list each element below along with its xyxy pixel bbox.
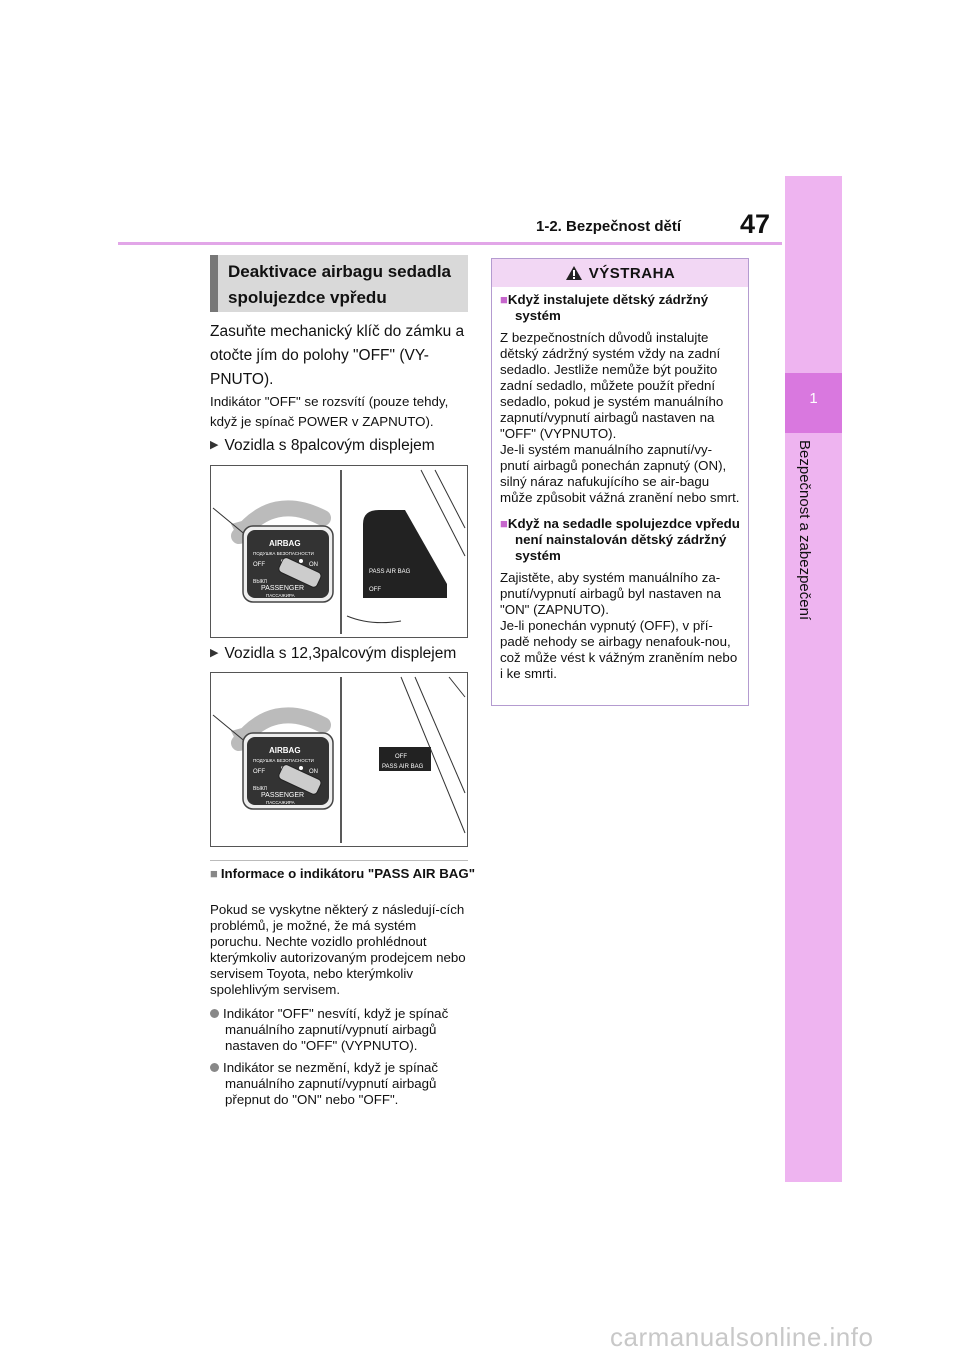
fig1-indicator: PASS AIR BAG (369, 569, 411, 575)
watermark: carmanualsonline.info (610, 1322, 874, 1352)
section-heading: Deaktivace airbagu sedadla spolujezdce vpředu (210, 255, 468, 312)
warning-para-1: Z bezpečnostních důvodů instalujte dětský zádržný systém vždy na zadní sedadlo. Jestliže nemůže být použito zadní sedadlo, můžete použít přední sedadlo, pokud je systém manuálního zapnutí/vypnutí airbagů nastaven na "OFF" (VYPNUTO). (500, 330, 724, 441)
warning-header (492, 259, 748, 287)
fig2-passenger-ru: ПАССАЖИРА (266, 800, 295, 805)
chapter-number: 1 (809, 390, 818, 407)
fig2-on: ON (309, 769, 318, 775)
fig1-airbag: AIRBAG (269, 539, 301, 548)
section-title: 1-2. Bezpečnost dětí (536, 218, 682, 235)
warning-para-2: Zajistěte, aby systém manuálního za-pnutí/vypnutí airbagů byl nastaven na "ON" (ZAPNUTO). (500, 570, 722, 617)
fig2-indicator: PASS AIR BAG (382, 764, 424, 770)
warning-heading-1 (500, 292, 740, 324)
fig1-airbag-ru: ПОДУШКА БЕЗОПАСНОСТИ (253, 551, 314, 556)
info-heading (210, 866, 481, 882)
square-bullet-icon: ■ (210, 866, 218, 881)
fig1-passenger: PASSENGER (261, 585, 305, 592)
fig2-airbag: AIRBAG (269, 746, 301, 755)
fig1-indicator-off: OFF (369, 587, 381, 593)
info-bullet-2 (210, 1060, 481, 1108)
warning-heading-1-text: Když instalujete dětský zádržný systém (507, 292, 709, 323)
warning-heading-2 (500, 516, 740, 564)
fig2-off-ru: ВЫКЛ (253, 786, 267, 792)
variant-8inch-label: Vozidla s 8palcovým displejem (224, 437, 435, 454)
circle-bullet-icon (210, 1009, 219, 1018)
fig1-off-ru: ВЫКЛ (253, 579, 267, 585)
fig2-off: OFF (253, 769, 265, 775)
chapter-tab-strip (785, 176, 842, 1182)
variant-8inch (210, 437, 435, 455)
info-text: Pokud se vyskytne některý z následují-cích problémů, je možné, že má systém poruchu. Nechte vozidlo prohlédnout kterýmkoliv autorizovaným prodejcem nebo servisem Toyota, nebo kterýmkoliv spolehlivým servisem. (210, 902, 466, 997)
triangle-bullet-icon: ▶ (210, 647, 219, 659)
fig1-on: ON (309, 562, 318, 568)
warning-title: VÝSTRAHA (588, 264, 676, 282)
fig2-indicator-off: OFF (395, 754, 407, 760)
circle-bullet-icon (210, 1063, 219, 1072)
airbag-switch-illustration-12 (211, 673, 467, 846)
fig1-passenger-ru: ПАССАЖИРА (266, 593, 295, 598)
intro-text: Zasuňte mechanický klíč do zámku a otočte jím do polohy "OFF" (VY-PNUTO). (210, 323, 465, 388)
info-bullet-2-text: Indikátor se nezmění, když je spínač manuálního zapnutí/vypnutí airbagů přepnut do "ON" nebo "OFF". (223, 1060, 439, 1107)
figure-8inch (210, 465, 468, 638)
warning-para-2b: Je-li ponechán vypnutý (OFF), v pří-padě nehody se airbagy nenafouk-nou, což může vést k vážným zraněním nebo i ke smrti. (500, 618, 738, 681)
fig2-passenger: PASSENGER (261, 792, 305, 799)
square-bullet-icon: ■ (500, 516, 508, 531)
info-bullet-1 (210, 1006, 481, 1054)
triangle-bullet-icon: ▶ (210, 439, 219, 451)
chapter-label: Bezpečnost a zabezpečení (796, 440, 813, 621)
info-bullet-1-text: Indikátor "OFF" nesvítí, když je spínač manuálního zapnutí/vypnutí airbagů nastaven do "OFF" (VYPNUTO). (223, 1006, 449, 1053)
note-text: Indikátor "OFF" se rozsvítí (pouze tehdy, když je spínač POWER v ZAPNUTO). (210, 394, 449, 429)
warning-icon (565, 265, 583, 281)
warning-para-1b: Je-li systém manuálního zapnutí/vy-pnutí airbagů ponechán zapnutý (ON), silný náraz nafukujícího se air-bagu může způsobit vážná zranění nebo smrt. (500, 442, 740, 505)
figure-12inch (210, 672, 468, 847)
header-rule (118, 242, 782, 245)
airbag-switch-illustration-8 (211, 466, 467, 637)
variant-12inch (210, 645, 456, 663)
warning-content (500, 292, 740, 682)
square-bullet-icon: ■ (500, 292, 508, 307)
warning-box (491, 258, 749, 706)
fig2-airbag-ru: ПОДУШКА БЕЗОПАСНОСТИ (253, 758, 314, 763)
fig1-off: OFF (253, 562, 265, 568)
page-number: 47 (740, 209, 771, 239)
info-heading-text: Informace o indikátoru "PASS AIR BAG" (220, 866, 476, 881)
divider (210, 860, 468, 861)
variant-12inch-label: Vozidla s 12,3palcovým displejem (224, 645, 457, 662)
warning-heading-2-text: Když na sedadle spolujezdce vpředu není nainstalován dětský zádržný systém (507, 516, 740, 563)
